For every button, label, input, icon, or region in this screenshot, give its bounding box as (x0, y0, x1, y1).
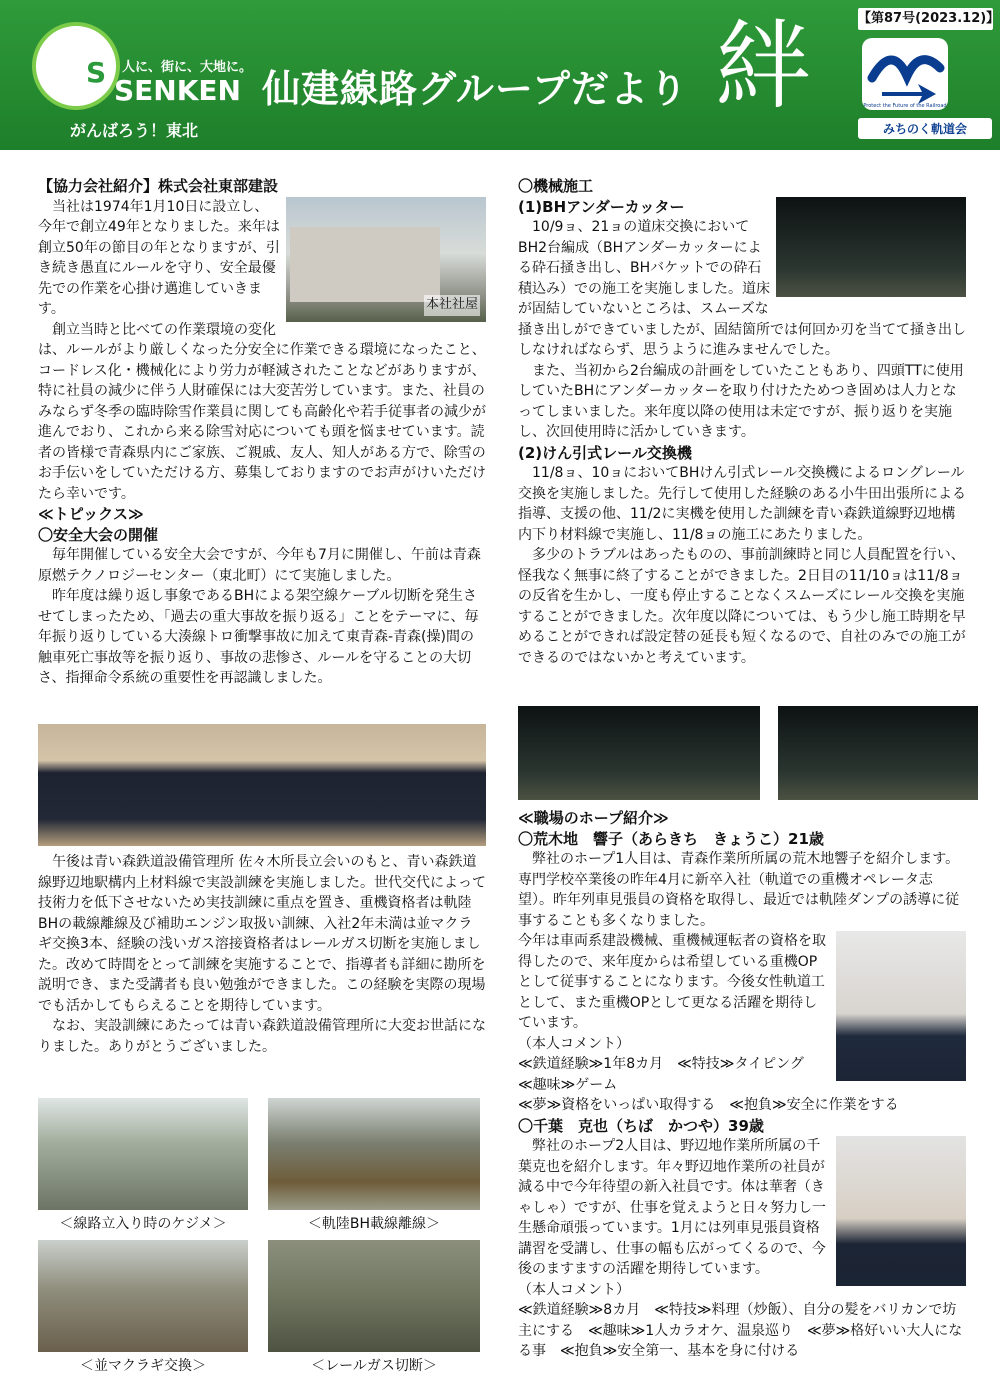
training-photo-3 (38, 1240, 248, 1352)
machine-heading: 〇機械施工 (518, 177, 594, 195)
bh-paragraph-2: また、当初から2台編成の計画をしていたこともあり、四頭TTに使用していたBHにアンダーカッターを取り付けたためつき固めは人力となってしまいました。来年度以降の使用は未定ですが、振り返りを実施し、次回使用時に活かしていきます。 (518, 362, 964, 440)
title-kanji: 絆 (715, 10, 811, 122)
newsletter-title: 仙建線路グループだより (262, 67, 688, 111)
training-paragraph-1: 午後は青い森鉄道設備管理所 佐々木所長立会いのもと、青い森鉄道線野辺地駅構内上材料線で実設訓練を実施しました。世代交代によって技術力を低下させないため実技訓練に重点を置き、重機資格者は軌陸BHの載線離線及び補助エンジン取扱い訓練、入社2年未満は並マクラギ交換3本、経験の浅いガス溶接資格者はレールガス切断を実施しました。改めて時間をとって訓練を実施することで、指導者も詳細に勘所を説明でき、また受講者も良い勉強ができました。この経験を実際の現場でも活かしてもらえることを期待しています。 (38, 854, 486, 1014)
hope-heading: ≪職場のホープ紹介≫ (518, 809, 669, 827)
person2-heading: 〇千葉 克也（ちば かつや）39歳 (518, 1116, 764, 1135)
group-photo (38, 724, 486, 846)
undercutter-photo (776, 197, 966, 297)
hope-section (518, 808, 966, 1362)
caption-2: ＜軌陸BH載線離線＞ (307, 1216, 441, 1232)
rail-paragraph-1: 11/8ョ、10ョにおいてBHけん引式レール交換機によるロングレール交換を実施しました。先行して使用した経験のある小牛田出張所による指導、支援の他、11/2に実機を使用した訓練を青い森鉄道線野辺地構内下り材料線で実施し、11/8ョの施工にあたりました。 (518, 465, 966, 543)
rail-photo-2 (778, 706, 978, 800)
intro-heading: 【協力会社紹介】株式会社東部建設 (38, 177, 279, 195)
person1-text-2: 今年は車両系建設機械、重機械運転者の資格を取得したので、来年度からは希望している重機OPとして従事することになります。今後女性軌道工として、また重機OPとして更なる活躍を期待しています。 (518, 933, 826, 1031)
intro-paragraph-1: 当社は1974年1月10日に設立し、今年で創立49年となりました。来年は創立50年の節目の年となりますが、引き続き愚直にルールを守り、安全最優先での作業を心掛け邁進していきます。 (38, 198, 280, 317)
bh-heading: (1)BHアンダーカッター (518, 197, 685, 216)
safety-heading: 〇安全大会の開催 (38, 525, 159, 544)
rail-heading: (2)けん引式レール交換機 (518, 443, 692, 462)
safety-paragraph-2: 昨年度は繰り返し事象であるBHによる架空線ケーブル切断を発生させてしまったため、「過去の重大事故を振り返る」ことをテーマに、毎年振り返りしている大湊線トロ衝撃事故に加えて東青森-青森(操)間の触車死亡事故等を振り返り、事故の悲惨さ、ルールを守ることの大切さ、指揮命令系統の重要性を再認識しました。 (38, 588, 479, 686)
caption-4: ＜レールガス切断＞ (311, 1358, 437, 1374)
training-photo-1 (38, 1098, 248, 1210)
person1-comment-label: （本人コメント） (518, 1035, 630, 1052)
training-photo-4 (268, 1240, 480, 1352)
header-banner (0, 0, 1000, 150)
left-column (38, 176, 486, 689)
caption-3: ＜並マクラギ交換＞ (80, 1358, 206, 1374)
training-photo-2 (268, 1098, 480, 1210)
slogan: がんばろう！東北 (70, 121, 199, 140)
person2-profile: ≪鉄道経験≫8カ月 ≪特技≫料理（炒飯）、自分の髪をバリカンで坊主にする ≪趣味≫1人カラオケ、温泉巡り ≪夢≫格好いい大人になる事 ≪抱負≫安全第一、基本を身に付ける (518, 1302, 963, 1359)
office-caption: 本社社屋 (424, 295, 480, 316)
rail-paragraph-2: 多少のトラブルはあったものの、事前訓練時と同じ人員配置を行い、怪我なく無事に終了することができました。2日目の11/10ョは11/8ョの反省を生かし、一度も停止することなくスムーズにレール交換を実施することができました。次年度以降については、もう少し施工時期を早めることができれば設定替の延長も短くなるので、自社のみでの施工ができるのではないかと考えています。 (518, 547, 966, 666)
michinoku-logo-icon (862, 38, 948, 110)
assoc-tagline: Protect the Future of the Railroad (863, 103, 947, 109)
training-text (38, 852, 486, 1057)
person2-photo (836, 1136, 966, 1286)
bh-paragraph-1: 10/9ョ、21ョの道床交換においてBH2台編成（BHアンダーカッターによる砕石掻き出し、BHバケットでの砕石積込み）での施工を実施しました。道床が固結していないところは、スムーズな掻き出しができていましたが、固結箇所では何回か刃を当てて掻き出ししなければならず、思うように進みませんでした。 (518, 219, 966, 358)
training-paragraph-2: なお、実設訓練にあたっては青い森鉄道設備管理所に大変お世話になりました。ありがとうございました。 (38, 1018, 486, 1055)
logo-letter: S (86, 56, 107, 89)
person1-text-1: 弊社のホープ1人目は、青森作業所所属の荒木地響子を紹介します。専門学校卒業後の昨年4月に新卒入社（軌道での重機オペレータ志望）。昨年列車見張員の資格を取得し、最近では軌陸ダンプの誘導に従事することも多くなりました。 (518, 851, 960, 929)
assoc-name: みちのく軌道会 (858, 118, 992, 139)
caption-1: ＜線路立入り時のケジメ＞ (59, 1216, 227, 1232)
rail-photo-1 (518, 706, 760, 800)
senken-logo-icon (32, 22, 120, 110)
office-photo (286, 197, 486, 322)
person2-comment-label: （本人コメント） (518, 1281, 630, 1298)
logo-name: SENKEN (114, 74, 241, 107)
person1-photo (836, 931, 966, 1081)
person1-profile-line-2: ≪夢≫資格をいっぱい取得する ≪抱負≫安全に作業をする (518, 1097, 899, 1113)
person2-text: 弊社のホープ2人目は、野辺地作業所所属の千葉克也を紹介します。年々野辺地作業所の社員が減る中で今年待望の新入社員です。体は華奢（きゃしゃ）ですが、仕事を覚えようと日々努力し一生懸命頑張っています。1月には列車見張員資格講習を受講し、仕事の幅も広がってくるので、今後のますますの活躍を期待しています。 (518, 1138, 826, 1277)
right-column (518, 176, 966, 668)
person1-heading: 〇荒木地 響子（あらきち きょうこ）21歳 (518, 829, 824, 848)
topics-heading: ≪トピックス≫ (38, 505, 144, 523)
intro-paragraph-2: 創立当時と比べての作業環境の変化は、ルールがより厳しくなった分安全に作業できる環境になったこと、コードレス化・機械化により労力が軽減されたことなどがありますが、特に社員の減少に伴う人財確保には大変苦労しています。また、社員のみならず冬季の臨時除雪作業員に関しても高齢化や若手従事者の減少が進んでおり、これから来る除雪対応についても頭を悩ませています。読者の皆様で青森県内にご家族、ご親戚、友人、知人がある方で、除雪のお手伝いをしていただける方、募集しておりますのでお声がけいただけたら幸いです。 (38, 321, 486, 502)
logo-tagline: 人に、街に、大地に。 (122, 60, 253, 75)
safety-paragraph-1: 毎年開催している安全大会ですが、今年も7月に開催し、午前は青森原燃テクノロジーセンター（東北町）にて実施しました。 (38, 547, 481, 584)
person1-profile-line-1: ≪鉄道経験≫1年8カ月 ≪特技≫タイピング ≪趣味≫ゲーム (518, 1056, 818, 1093)
issue-number: 【第87号(2023.12)】 (858, 8, 993, 30)
